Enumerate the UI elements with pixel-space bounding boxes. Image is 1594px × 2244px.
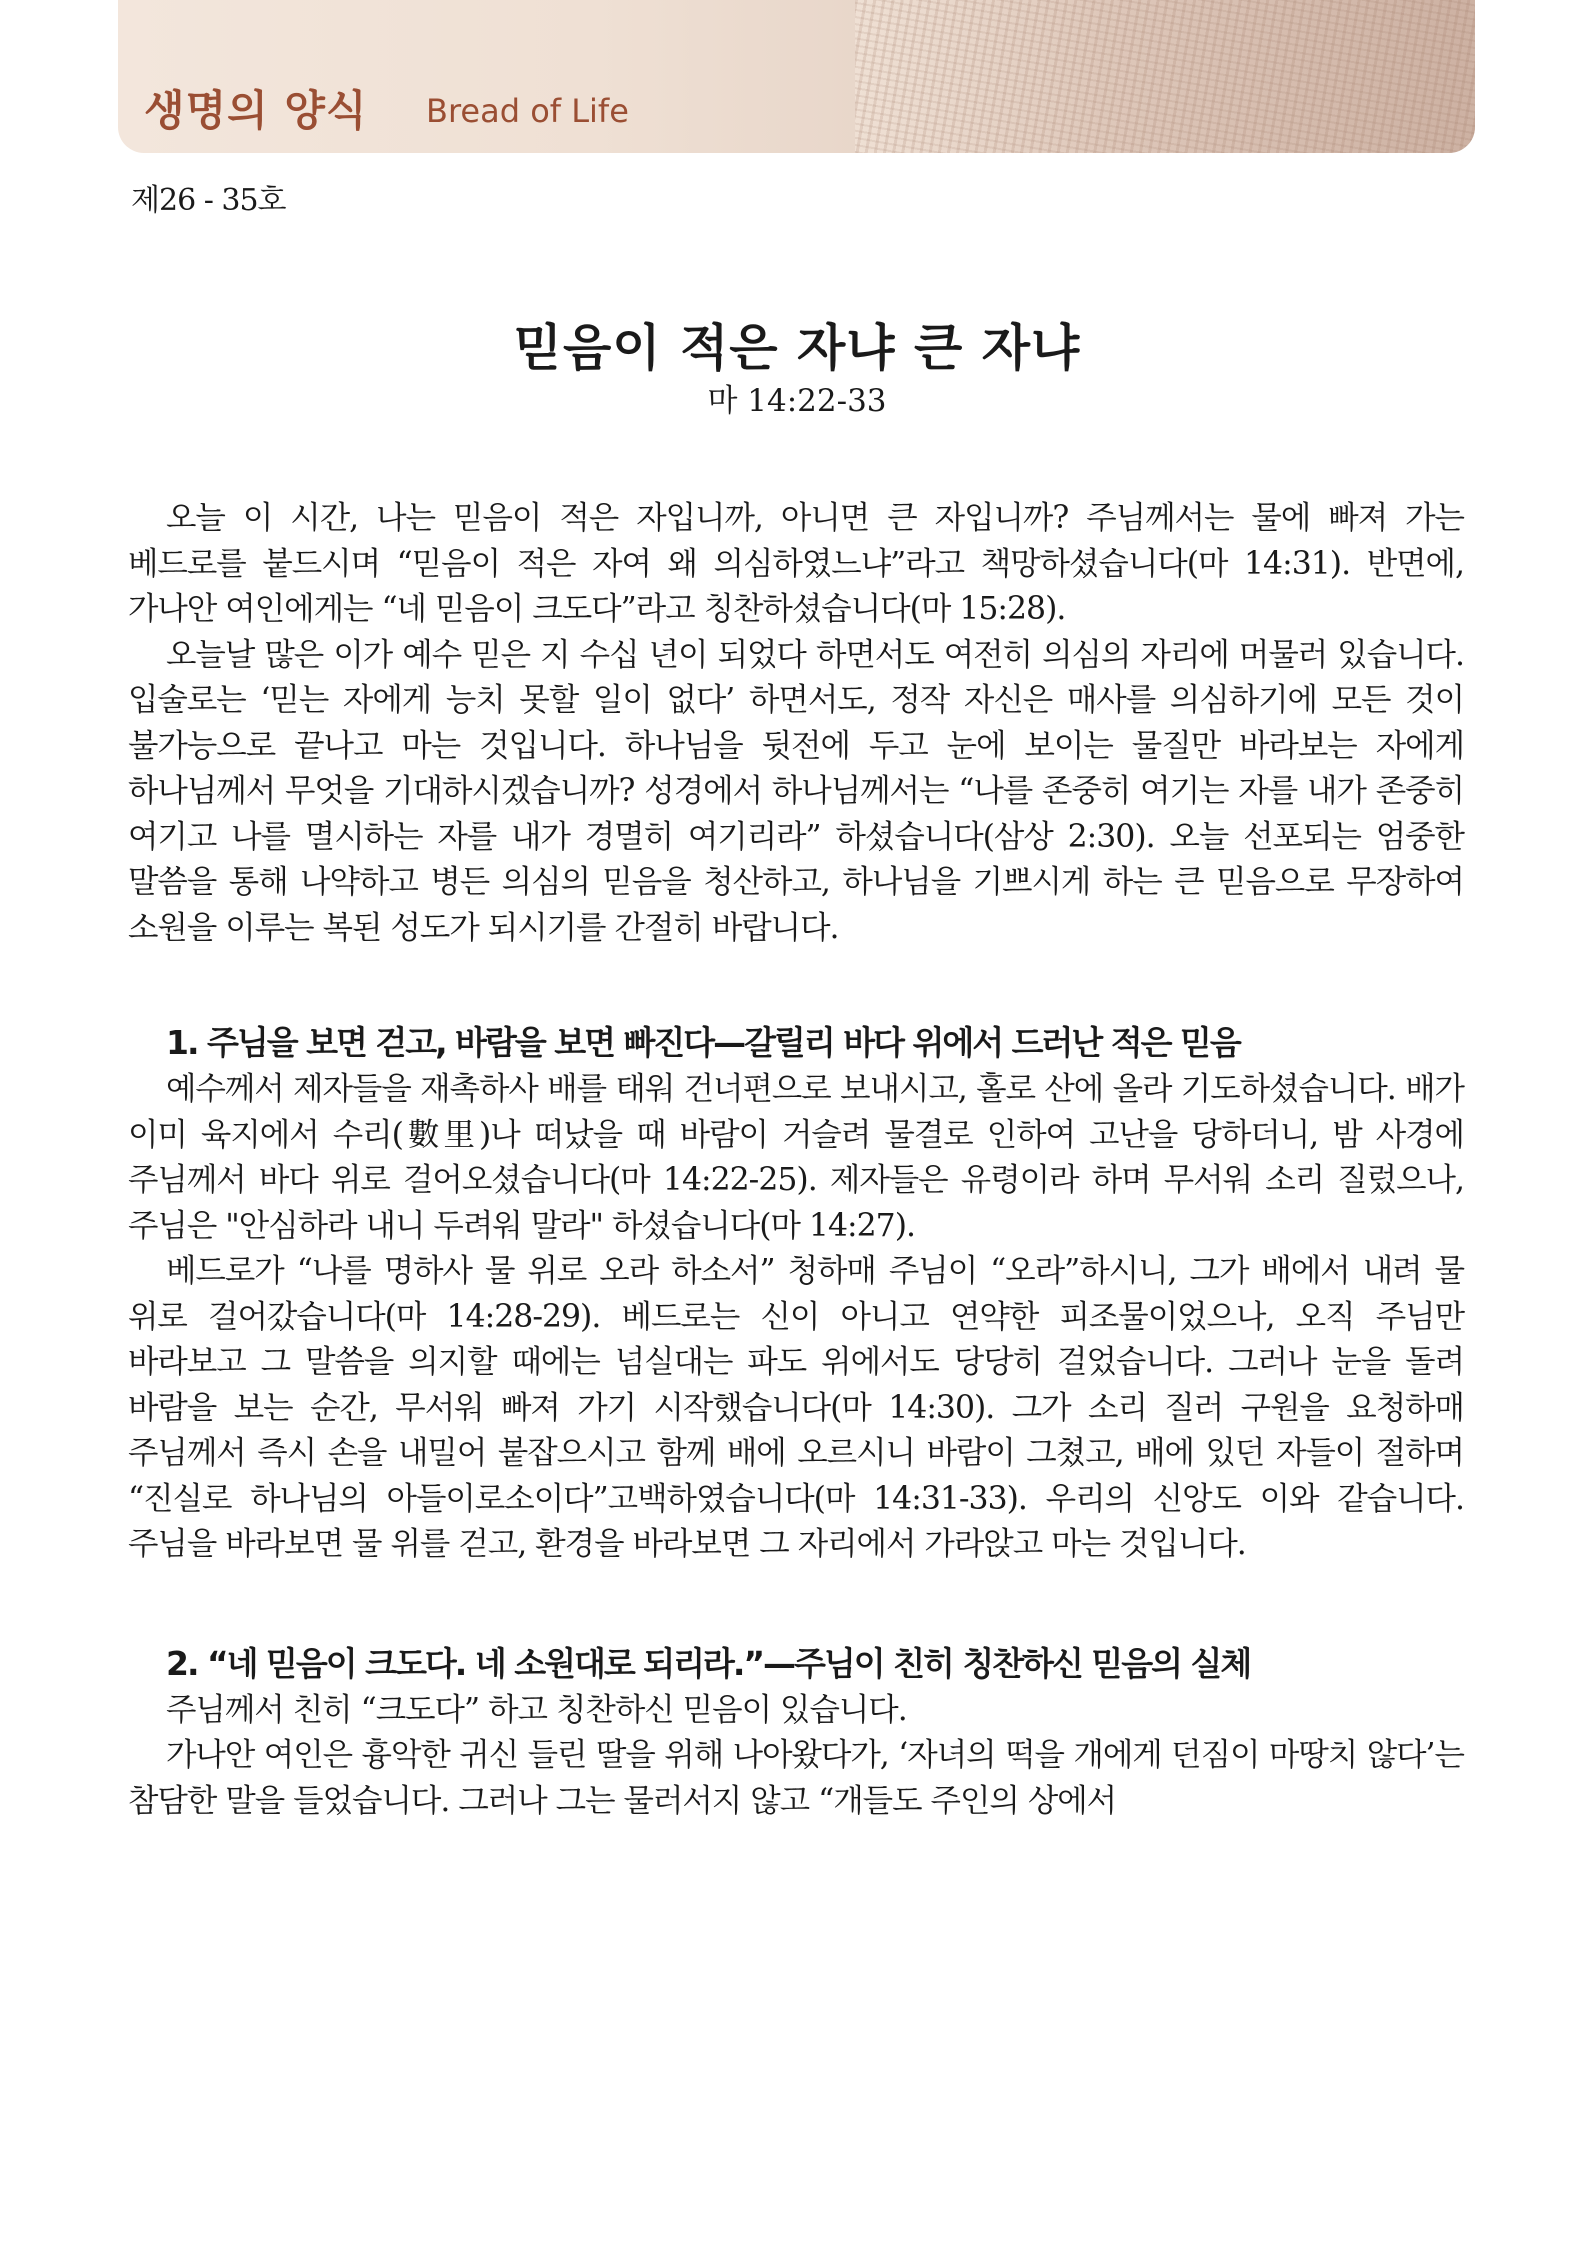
scripture-reference: 마 14:22-33 — [707, 383, 887, 419]
banner-title: 생명의 양식 — [144, 86, 368, 135]
banner-photo — [855, 0, 1475, 153]
sermon-title: 믿음이 적은 자냐 큰 자냐 — [513, 319, 1081, 377]
issue-number: 제26 - 35호 — [131, 183, 286, 218]
spacer — [128, 951, 1464, 1019]
header-banner — [118, 0, 1475, 153]
banner-subtitle: Bread of Life — [426, 92, 629, 130]
intro-paragraph: 오늘날 많은 이가 예수 믿은 지 수십 년이 되었다 하면서도 여전히 의심의 자리에 머물러 있습니다. 입술로는 ‘믿는 자에게 능치 못할 일이 없다’ 하면서도, 정작 자신은 매사를 의심하기에 모든 것이 불가능으로 끝나고 마는 것입니다. 하나님을 뒷전에 두고 눈에 보이는 물질만 바라보는 자에게 하나님께서 무엇을 기대하시겠습니까? 성경에서 하나님께서는 “나를 존중히 여기는 자를 내가 존중히 여기고 나를 멸시하는 자를 내가 경멸히 여기리라” 하셨습니다(삼상 2:30). 오늘 선포되는 엄중한 말씀을 통해 나약하고 병든 의심의 믿음을 청산하고, 하나님을 기쁘시게 하는 큰 믿음으로 무장하여 소원을 이루는 복된 성도가 되시기를 간절히 바랍니다. — [128, 636, 1464, 946]
section-heading: 1. 주님을 보면 걷고, 바람을 보면 빠진다—갈릴리 바다 위에서 드러난 적은 믿음 — [166, 1023, 1240, 1062]
sermon-body — [128, 496, 1464, 1824]
intro-paragraph: 오늘 이 시간, 나는 믿음이 적은 자입니까, 아니면 큰 자입니까? 주님께서는 물에 빠져 가는 베드로를 붙드시며 “믿음이 적은 자여 왜 의심하였느냐”라고 책망하셨습니다(마 14:31). 반면에, 가나안 여인에게는 “네 믿음이 크도다”라고 칭찬하셨습니다(마 15:28). — [128, 500, 1464, 627]
section-paragraph: 주님께서 친히 “크도다” 하고 칭찬하신 믿음이 있습니다. — [166, 1691, 907, 1728]
section-heading: 2. “네 믿음이 크도다. 네 소원대로 되리라.”—주님이 친히 칭찬하신 믿음의 실체 — [166, 1643, 1251, 1683]
section-paragraph: 가나안 여인은 흉악한 귀신 들린 딸을 위해 나아왔다가, ‘자녀의 떡을 개에게 던짐이 마땅치 않다’는 참담한 말을 들었습니다. 그러나 그는 물러서지 않고 “개들도 주인의 상에서 — [128, 1737, 1464, 1819]
spacer — [128, 1568, 1464, 1640]
section-paragraph: 예수께서 제자들을 재촉하사 배를 태워 건너편으로 보내시고, 홀로 산에 올라 기도하셨습니다. 배가 이미 육지에서 수리(數里)나 떠났을 때 바람이 거슬려 물결로 인하여 고난을 당하더니, 밤 사경에 주님께서 바다 위로 걸어오셨습니다(마 14:22-25). 제자들은 유령이라 하며 무서워 소리 질렀으나, 주님은 "안심하라 내니 두려워 말라" 하셨습니다(마 14:27). — [128, 1071, 1464, 1244]
section-paragraph: 베드로가 “나를 명하사 물 위로 오라 하소서” 청하매 주님이 “오라”하시니, 그가 배에서 내려 물 위로 걸어갔습니다(마 14:28-29). 베드로는 신이 아니고 연약한 피조물이었으나, 오직 주님만 바라보고 그 말씀을 의지할 때에는 넘실대는 파도 위에서도 당당히 걸었습니다. 그러나 눈을 돌려 바람을 보는 순간, 무서워 빠져 가기 시작했습니다(마 14:30). 그가 소리 질러 구원을 요청하매 주님께서 즉시 손을 내밀어 붙잡으시고 함께 배에 오르시니 바람이 그쳤고, 배에 있던 자들이 절하며 “진실로 하나님의 아들이로소이다”고백하였습니다(마 14:31-33). 우리의 신앙도 이와 같습니다. 주님을 바라보면 물 위를 걷고, 환경을 바라보면 그 자리에서 가라앉고 마는 것입니다. — [128, 1253, 1464, 1562]
